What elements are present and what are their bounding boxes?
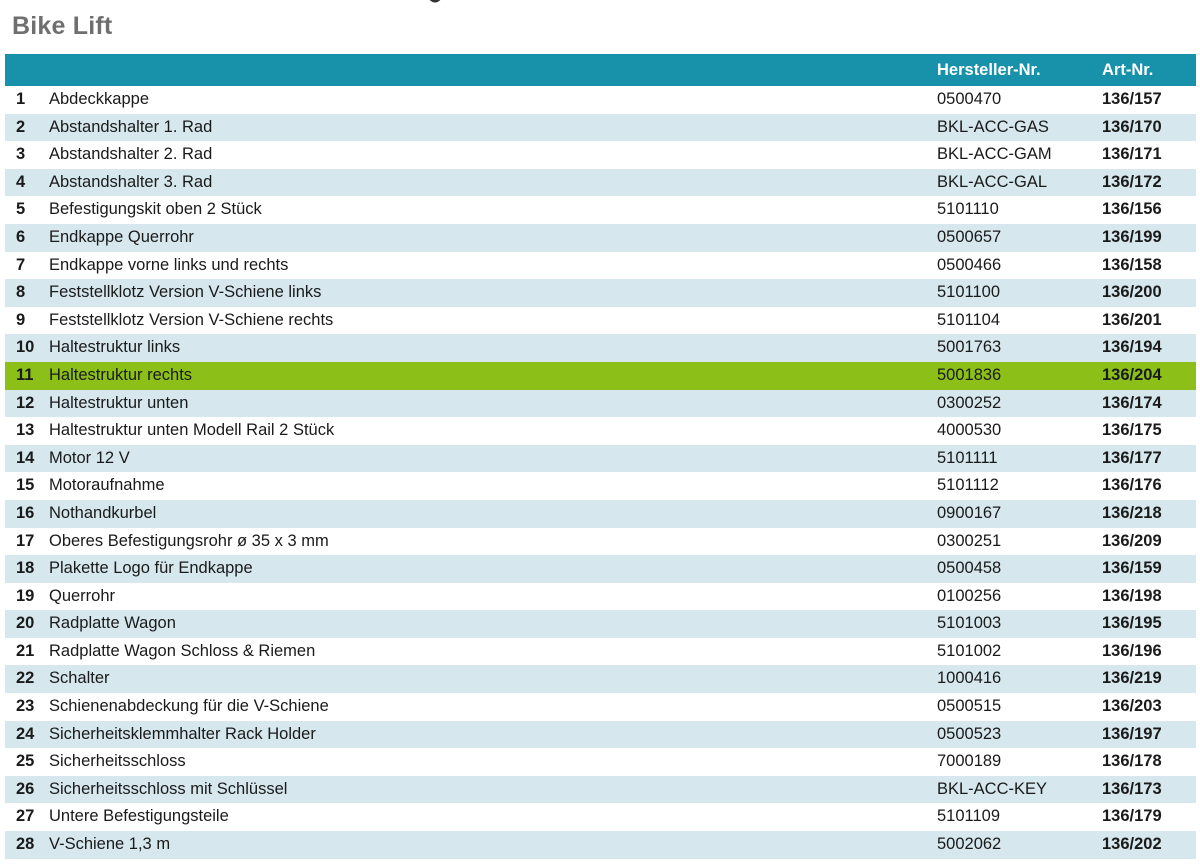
row-number: 6 [16, 227, 26, 246]
table-row [5, 610, 1196, 638]
article-number: 136/199 [1102, 227, 1162, 246]
row-number: 23 [16, 697, 35, 716]
manufacturer-number: 5101110 [937, 200, 999, 219]
parts-table [5, 54, 1196, 859]
manufacturer-number: 0300252 [937, 393, 1002, 412]
part-name: Haltestruktur unten [49, 393, 189, 412]
row-number: 28 [16, 835, 35, 854]
article-number: 136/171 [1102, 145, 1162, 164]
manufacturer-number: 5101100 [937, 283, 1001, 302]
manufacturer-number: 0500657 [937, 227, 1002, 246]
row-number: 14 [16, 448, 35, 467]
manufacturer-number: 5001763 [937, 338, 1002, 357]
manufacturer-number: 5101104 [937, 310, 1001, 329]
table-row [5, 86, 1196, 114]
table-row [5, 252, 1196, 280]
manufacturer-number: 0500470 [937, 90, 1002, 108]
part-name: Befestigungskit oben 2 Stück [49, 200, 262, 219]
article-number: 136/203 [1102, 697, 1162, 716]
article-number: 136/194 [1102, 338, 1162, 357]
manufacturer-number: 5001836 [937, 365, 1002, 384]
article-number: 136/202 [1102, 835, 1162, 854]
manufacturer-number: 5101109 [937, 807, 1001, 826]
table-body [5, 86, 1196, 859]
row-number: 18 [16, 559, 35, 578]
manufacturer-number: 5101003 [937, 614, 1002, 633]
article-number: 136/195 [1102, 614, 1162, 633]
part-name: Abstandshalter 2. Rad [49, 145, 213, 164]
table-row [5, 528, 1196, 556]
article-number: 136/159 [1102, 559, 1162, 578]
row-number: 12 [16, 393, 35, 412]
article-number: 136/172 [1102, 172, 1162, 191]
row-number: 4 [16, 172, 26, 191]
part-name: Haltestruktur unten Modell Rail 2 Stück [49, 421, 335, 440]
article-number: 136/177 [1102, 448, 1162, 467]
part-name: Haltestruktur links [49, 338, 181, 357]
row-number: 8 [16, 283, 26, 302]
row-number: 13 [16, 421, 35, 440]
part-name: Nothandkurbel [49, 503, 157, 522]
part-name: Abstandshalter 3. Rad [49, 172, 213, 191]
table-row [5, 279, 1196, 307]
article-number: 136/218 [1102, 503, 1162, 522]
part-name: Abdeckkappe [49, 90, 149, 108]
part-name: Radplatte Wagon [49, 614, 176, 633]
table-row [5, 196, 1196, 224]
part-name: Radplatte Wagon Schloss & Riemen [49, 641, 316, 660]
part-name: Motoraufnahme [49, 476, 165, 495]
table-row [5, 224, 1196, 252]
row-number: 24 [16, 724, 35, 743]
page-title: Bike Lift [12, 12, 113, 40]
manufacturer-number: BKL-ACC-KEY [937, 779, 1048, 798]
part-name: Schalter [49, 669, 110, 688]
manufacturer-number: BKL-ACC-GAS [937, 117, 1049, 136]
row-number: 22 [16, 669, 35, 688]
manufacturer-number: 0100256 [937, 586, 1002, 605]
manufacturer-number: 1000416 [937, 669, 1002, 688]
manufacturer-number: 0300251 [937, 531, 1002, 550]
manufacturer-number: 0500515 [937, 697, 1002, 716]
table-row [5, 169, 1196, 197]
part-name: Sicherheitsklemmhalter Rack Holder [49, 724, 316, 743]
manufacturer-number: 0500466 [937, 255, 1002, 274]
table-row [5, 500, 1196, 528]
table-row [5, 114, 1196, 142]
article-number: 136/158 [1102, 255, 1162, 274]
row-number: 20 [16, 614, 35, 633]
table-row [5, 803, 1196, 831]
table-row [5, 334, 1196, 362]
table-row [5, 307, 1196, 335]
row-number: 16 [16, 503, 35, 522]
article-number: 136/196 [1102, 641, 1162, 660]
part-name: Plakette Logo für Endkappe [49, 559, 253, 578]
table-row [5, 390, 1196, 418]
article-number: 136/219 [1102, 669, 1162, 688]
row-number: 27 [16, 807, 35, 826]
header-manufacturer-no: Hersteller-Nr. [937, 61, 1041, 79]
part-name: Untere Befestigungsteile [49, 807, 229, 826]
manufacturer-number: 5101112 [937, 476, 999, 495]
article-number: 136/156 [1102, 200, 1162, 219]
manufacturer-number: 5002062 [937, 835, 1002, 854]
part-name: Endkappe Querrohr [49, 227, 194, 246]
row-number: 7 [16, 255, 26, 274]
row-number: 3 [16, 145, 26, 164]
table-row [5, 555, 1196, 583]
part-name: Motor 12 V [49, 448, 130, 467]
manufacturer-number: 0900167 [937, 503, 1002, 522]
article-number: 136/200 [1102, 283, 1162, 302]
manufacturer-number: 0500523 [937, 724, 1002, 743]
part-name: Schienenabdeckung für die V-Schiene [49, 697, 329, 716]
row-number: 17 [16, 531, 35, 550]
article-number: 136/197 [1102, 724, 1162, 743]
partial-shape-icon [428, 0, 442, 4]
part-name: Feststellklotz Version V-Schiene links [49, 283, 322, 302]
row-number: 26 [16, 779, 35, 798]
table-row [5, 831, 1196, 859]
manufacturer-number: BKL-ACC-GAL [937, 172, 1048, 191]
table-row [5, 472, 1196, 500]
part-name: Sicherheitsschloss mit Schlüssel [49, 779, 288, 798]
row-number: 19 [16, 586, 35, 605]
table-row [5, 776, 1196, 804]
table-row [5, 417, 1196, 445]
manufacturer-number: 7000189 [937, 752, 1002, 771]
part-name: Oberes Befestigungsrohr ø 35 x 3 mm [49, 531, 329, 550]
part-name: Feststellklotz Version V-Schiene rechts [49, 310, 334, 329]
table-header-row [5, 54, 1196, 86]
part-name: Endkappe vorne links und rechts [49, 255, 289, 274]
table-row [5, 721, 1196, 749]
article-number: 136/176 [1102, 476, 1162, 495]
row-number: 5 [16, 200, 26, 219]
article-number: 136/175 [1102, 421, 1162, 440]
article-number: 136/204 [1102, 365, 1162, 384]
row-number: 1 [16, 90, 26, 108]
row-number: 15 [16, 476, 35, 495]
row-number: 11 [16, 365, 34, 384]
article-number: 136/178 [1102, 752, 1162, 771]
row-number: 9 [16, 310, 26, 329]
manufacturer-number: 4000530 [937, 421, 1002, 440]
part-name: Haltestruktur rechts [49, 365, 193, 384]
row-number: 25 [16, 752, 35, 771]
manufacturer-number: 0500458 [937, 559, 1002, 578]
article-number: 136/179 [1102, 807, 1162, 826]
manufacturer-number: BKL-ACC-GAM [937, 145, 1052, 164]
table-row [5, 693, 1196, 721]
table-row [5, 583, 1196, 611]
article-number: 136/173 [1102, 779, 1162, 798]
table-row [5, 665, 1196, 693]
table-row [5, 638, 1196, 666]
article-number: 136/157 [1102, 90, 1162, 108]
header-name [48, 54, 937, 86]
header-number [5, 54, 48, 86]
article-number: 136/170 [1102, 117, 1162, 136]
row-number: 21 [16, 641, 35, 660]
part-name: Abstandshalter 1. Rad [49, 117, 213, 136]
article-number: 136/209 [1102, 531, 1162, 550]
part-name: V-Schiene 1,3 m [49, 835, 171, 854]
article-number: 136/201 [1102, 310, 1162, 329]
table-row [5, 445, 1196, 473]
article-number: 136/174 [1102, 393, 1162, 412]
part-name: Querrohr [49, 586, 116, 605]
header-article-no: Art-Nr. [1102, 61, 1154, 79]
table-row [5, 141, 1196, 169]
table-row [5, 362, 1196, 390]
row-number: 2 [16, 117, 26, 136]
part-name: Sicherheitsschloss [49, 752, 186, 771]
article-number: 136/198 [1102, 586, 1162, 605]
manufacturer-number: 5101111 [937, 448, 998, 467]
table-row [5, 748, 1196, 776]
manufacturer-number: 5101002 [937, 641, 1002, 660]
row-number: 10 [16, 338, 35, 357]
